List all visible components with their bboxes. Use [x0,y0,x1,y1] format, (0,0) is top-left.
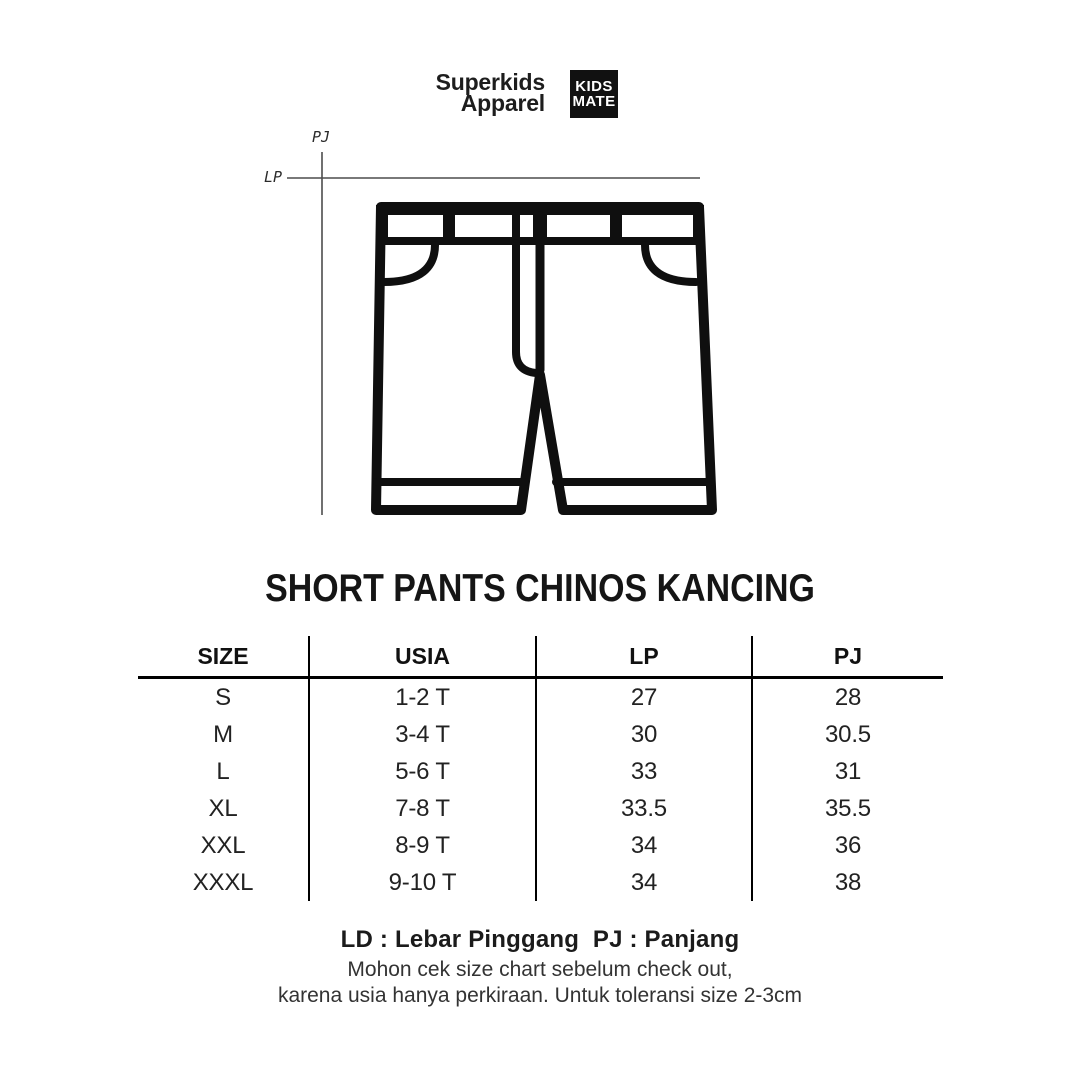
column-header-usia: USIA [309,636,536,678]
table-cell: 31 [752,753,943,790]
kidsmate-logo [570,70,618,118]
table-cell: 8-9 T [309,827,536,864]
shorts-icon [376,205,712,510]
table-cell: XXL [200,831,246,859]
page-title: SHORT PANTS CHINOS KANCING [265,567,815,610]
table-cell: 1-2 T [309,678,536,717]
table-row [138,864,943,901]
table-cell: 30 [536,716,752,753]
table-row [138,753,943,790]
table-cell: 28 [752,678,943,717]
disclaimer-line1: Mohon cek size chart sebelum check out, [347,958,733,981]
lp-measure-label: LP [263,168,283,186]
table-cell: 33.5 [536,790,752,827]
table-cell: L [216,757,230,785]
brand-name-line1: Superkids [435,69,545,95]
table-row [138,678,943,717]
table-cell: XXXL [192,868,254,896]
table-cell: 38 [752,864,943,901]
kidsmate-logo-line2: MATE [572,93,616,110]
shorts-measurement-diagram [255,130,720,530]
column-header-lp: LP [536,636,752,678]
table-row [138,827,943,864]
table-cell: XL [208,794,238,822]
table-cell: 33 [536,753,752,790]
column-header-pj: PJ [752,636,943,678]
table-cell: 3-4 T [309,716,536,753]
table-cell: 7-8 T [309,790,536,827]
table-cell: 5-6 T [309,753,536,790]
pj-measure-label: PJ [311,128,331,146]
kidsmate-logo-line1: KIDS [575,78,613,95]
disclaimer-line2: karena usia hanya perkiraan. Untuk toleransi size 2-3cm [277,984,803,1007]
table-cell: 34 [536,827,752,864]
table-cell: 34 [536,864,752,901]
size-table-body [138,678,943,902]
table-cell: 27 [536,678,752,717]
brand-name-line2: Apparel [460,90,545,116]
table-row [138,716,943,753]
table-cell: 36 [752,827,943,864]
brand-name [345,69,545,116]
table-cell: 9-10 T [309,864,536,901]
table-cell: 30.5 [752,716,943,753]
measurement-legend: LD : Lebar Pinggang PJ : Panjang [340,926,740,953]
table-cell: M [213,720,233,748]
size-table-header-row [138,636,943,678]
column-header-size: SIZE [138,636,309,678]
table-cell: S [215,683,231,711]
table-row [138,790,943,827]
table-cell: 35.5 [752,790,943,827]
size-table [138,636,943,901]
